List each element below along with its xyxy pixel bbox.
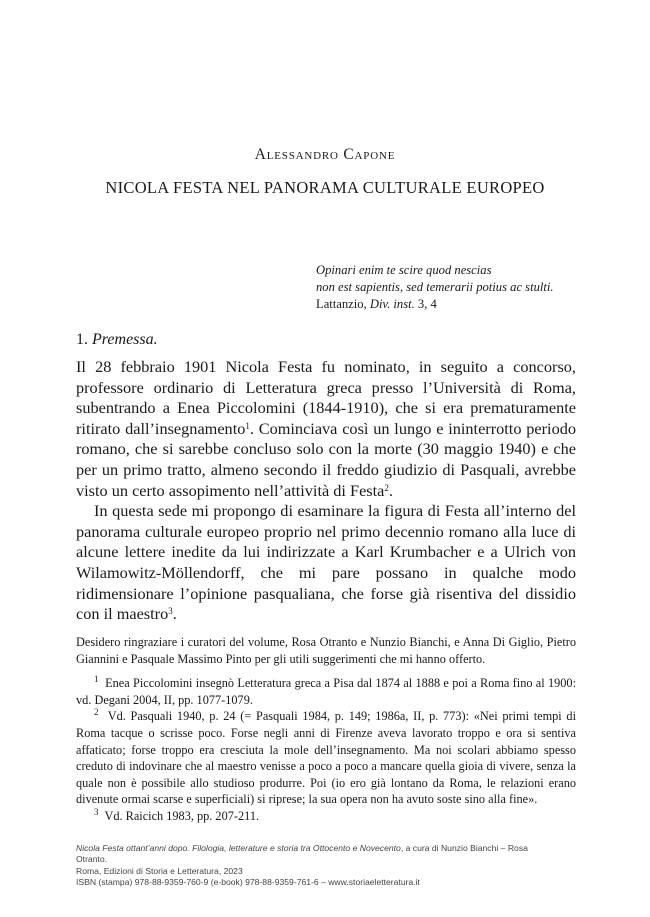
footer-editors: , a cura di Nunzio Bianchi – Rosa Otranto. xyxy=(76,843,528,865)
author-name: Alessandro Capone xyxy=(254,146,396,163)
epigraph xyxy=(316,262,554,313)
paragraph-2-text-b: . xyxy=(172,604,177,624)
footnote-3-number: 3 xyxy=(94,806,99,817)
paragraph-1 xyxy=(76,357,576,501)
epigraph-source-work: Div. inst. xyxy=(369,297,415,311)
footer-publisher: Roma, Edizioni di Storia e Letteratura, 2023 xyxy=(76,865,243,876)
footer-isbn: ISBN (stampa) 978-88-9359-760-9 (e-book) 978-88-9359-761-6 – www.storiaeletteratura.it xyxy=(76,877,420,888)
footnote-2-text: Vd. Pasquali 1940, p. 24 (= Pasquali 1984, p. 149; 1986a, II, p. 773): «Nei primi tempi di Roma tacque o scrisse poco. Forse negli anni di Firenze aveva lavorato troppo e ora si sentiva affaticato; forse troppo era cresciuta la mole dell’insegnamento. Ma noi scolari abbiamo spesso creduto di indovinare che al maestro venisse a poco a poco a mancare quella gioia di vivere, senza la quale non è possibile allo studioso produrre. Poi (io ero già lontano da Roma, le relazioni erano divenute ormai scarse e superficiali) si riprese; la sua opera non ha avuto soste sino alla fine». xyxy=(76,709,576,807)
footer-line-1 xyxy=(76,843,546,866)
body-text xyxy=(76,357,576,625)
footnote-3-text: Vd. Raicich 1983, pp. 207-211. xyxy=(104,808,260,823)
page-footer xyxy=(76,843,546,889)
footnote-1 xyxy=(76,675,576,708)
footnote-1-number: 1 xyxy=(94,674,99,685)
footnote-2-number: 2 xyxy=(94,707,99,718)
acknowledgement-note: Desidero ringraziare i curatori del volume, Rosa Otranto e Nunzio Bianchi, e Anna Di Giglio, Pietro Giannini e Pasquale Massimo Pinto per gli utili suggerimenti che mi hanno offerto. xyxy=(76,635,576,666)
footnote-ref-3[interactable]: 3 xyxy=(168,606,173,617)
footnote-ref-2[interactable]: 2 xyxy=(384,482,389,493)
footer-book-title: Nicola Festa ottant’anni dopo. Filologia, letterature e storia tra Ottocento e Novecento xyxy=(76,843,401,853)
footnotes xyxy=(76,634,576,825)
epigraph-line-1: Opinari enim te scire quod nescias xyxy=(316,263,492,277)
section-title: Premessa. xyxy=(92,331,158,348)
article-title: NICOLA FESTA NEL PANORAMA CULTURALE EUROPEO xyxy=(105,178,545,197)
epigraph-line-2: non est sapientis, sed temerarii potius ac stulti. xyxy=(316,280,554,294)
section-number: 1. xyxy=(76,331,92,348)
paragraph-1-text-a: Il 28 febbraio 1901 Nicola Festa fu nominato, in seguito a concorso, professore ordinario di Letteratura greca presso l’Università di Roma, subentrando a Enea Piccolomini (1844-1910), che si era prematuramente ritirato dall’insegnamento xyxy=(76,357,576,438)
paragraph-1-text-b: . Cominciava così un lungo e ininterrotto periodo romano, che si sarebbe concluso solo con la morte (30 maggio 1940) e che per un primo tratto, almeno secondo il freddo giudizio di Pasquali, avrebbe visto un certo assopimento nell’attività di Festa xyxy=(76,418,576,500)
footnote-ref-1[interactable]: 1 xyxy=(245,420,250,431)
section-heading xyxy=(76,331,158,349)
epigraph-source-author: Lattanzio, xyxy=(316,297,370,311)
footnote-3 xyxy=(76,808,576,825)
paragraph-2-text-a: In questa sede mi propongo di esaminare la figura di Festa all’interno del panorama culturale europeo proprio nel primo decennio romano alla luce di alcune lettere inedite da lui indirizzate a Karl Krumbacher e a Ulrich von Wilamowitz-Möllendorff, che mi pare possano in qualche modo ridimensionare l’opinione pasqualiana, che forse già risentiva del dissidio con il maestro xyxy=(76,501,576,624)
footnote-1-text: Enea Piccolomini insegnò Letteratura greca a Pisa dal 1874 al 1888 e poi a Roma fino al 1900: vd. Degani 2004, II, pp. 1077-1079. xyxy=(76,676,577,707)
epigraph-source xyxy=(316,296,554,313)
epigraph-source-ref: 3, 4 xyxy=(414,297,437,311)
paragraph-1-text-c: . xyxy=(388,480,393,500)
paragraph-2 xyxy=(76,501,576,625)
footnote-2 xyxy=(76,708,576,808)
